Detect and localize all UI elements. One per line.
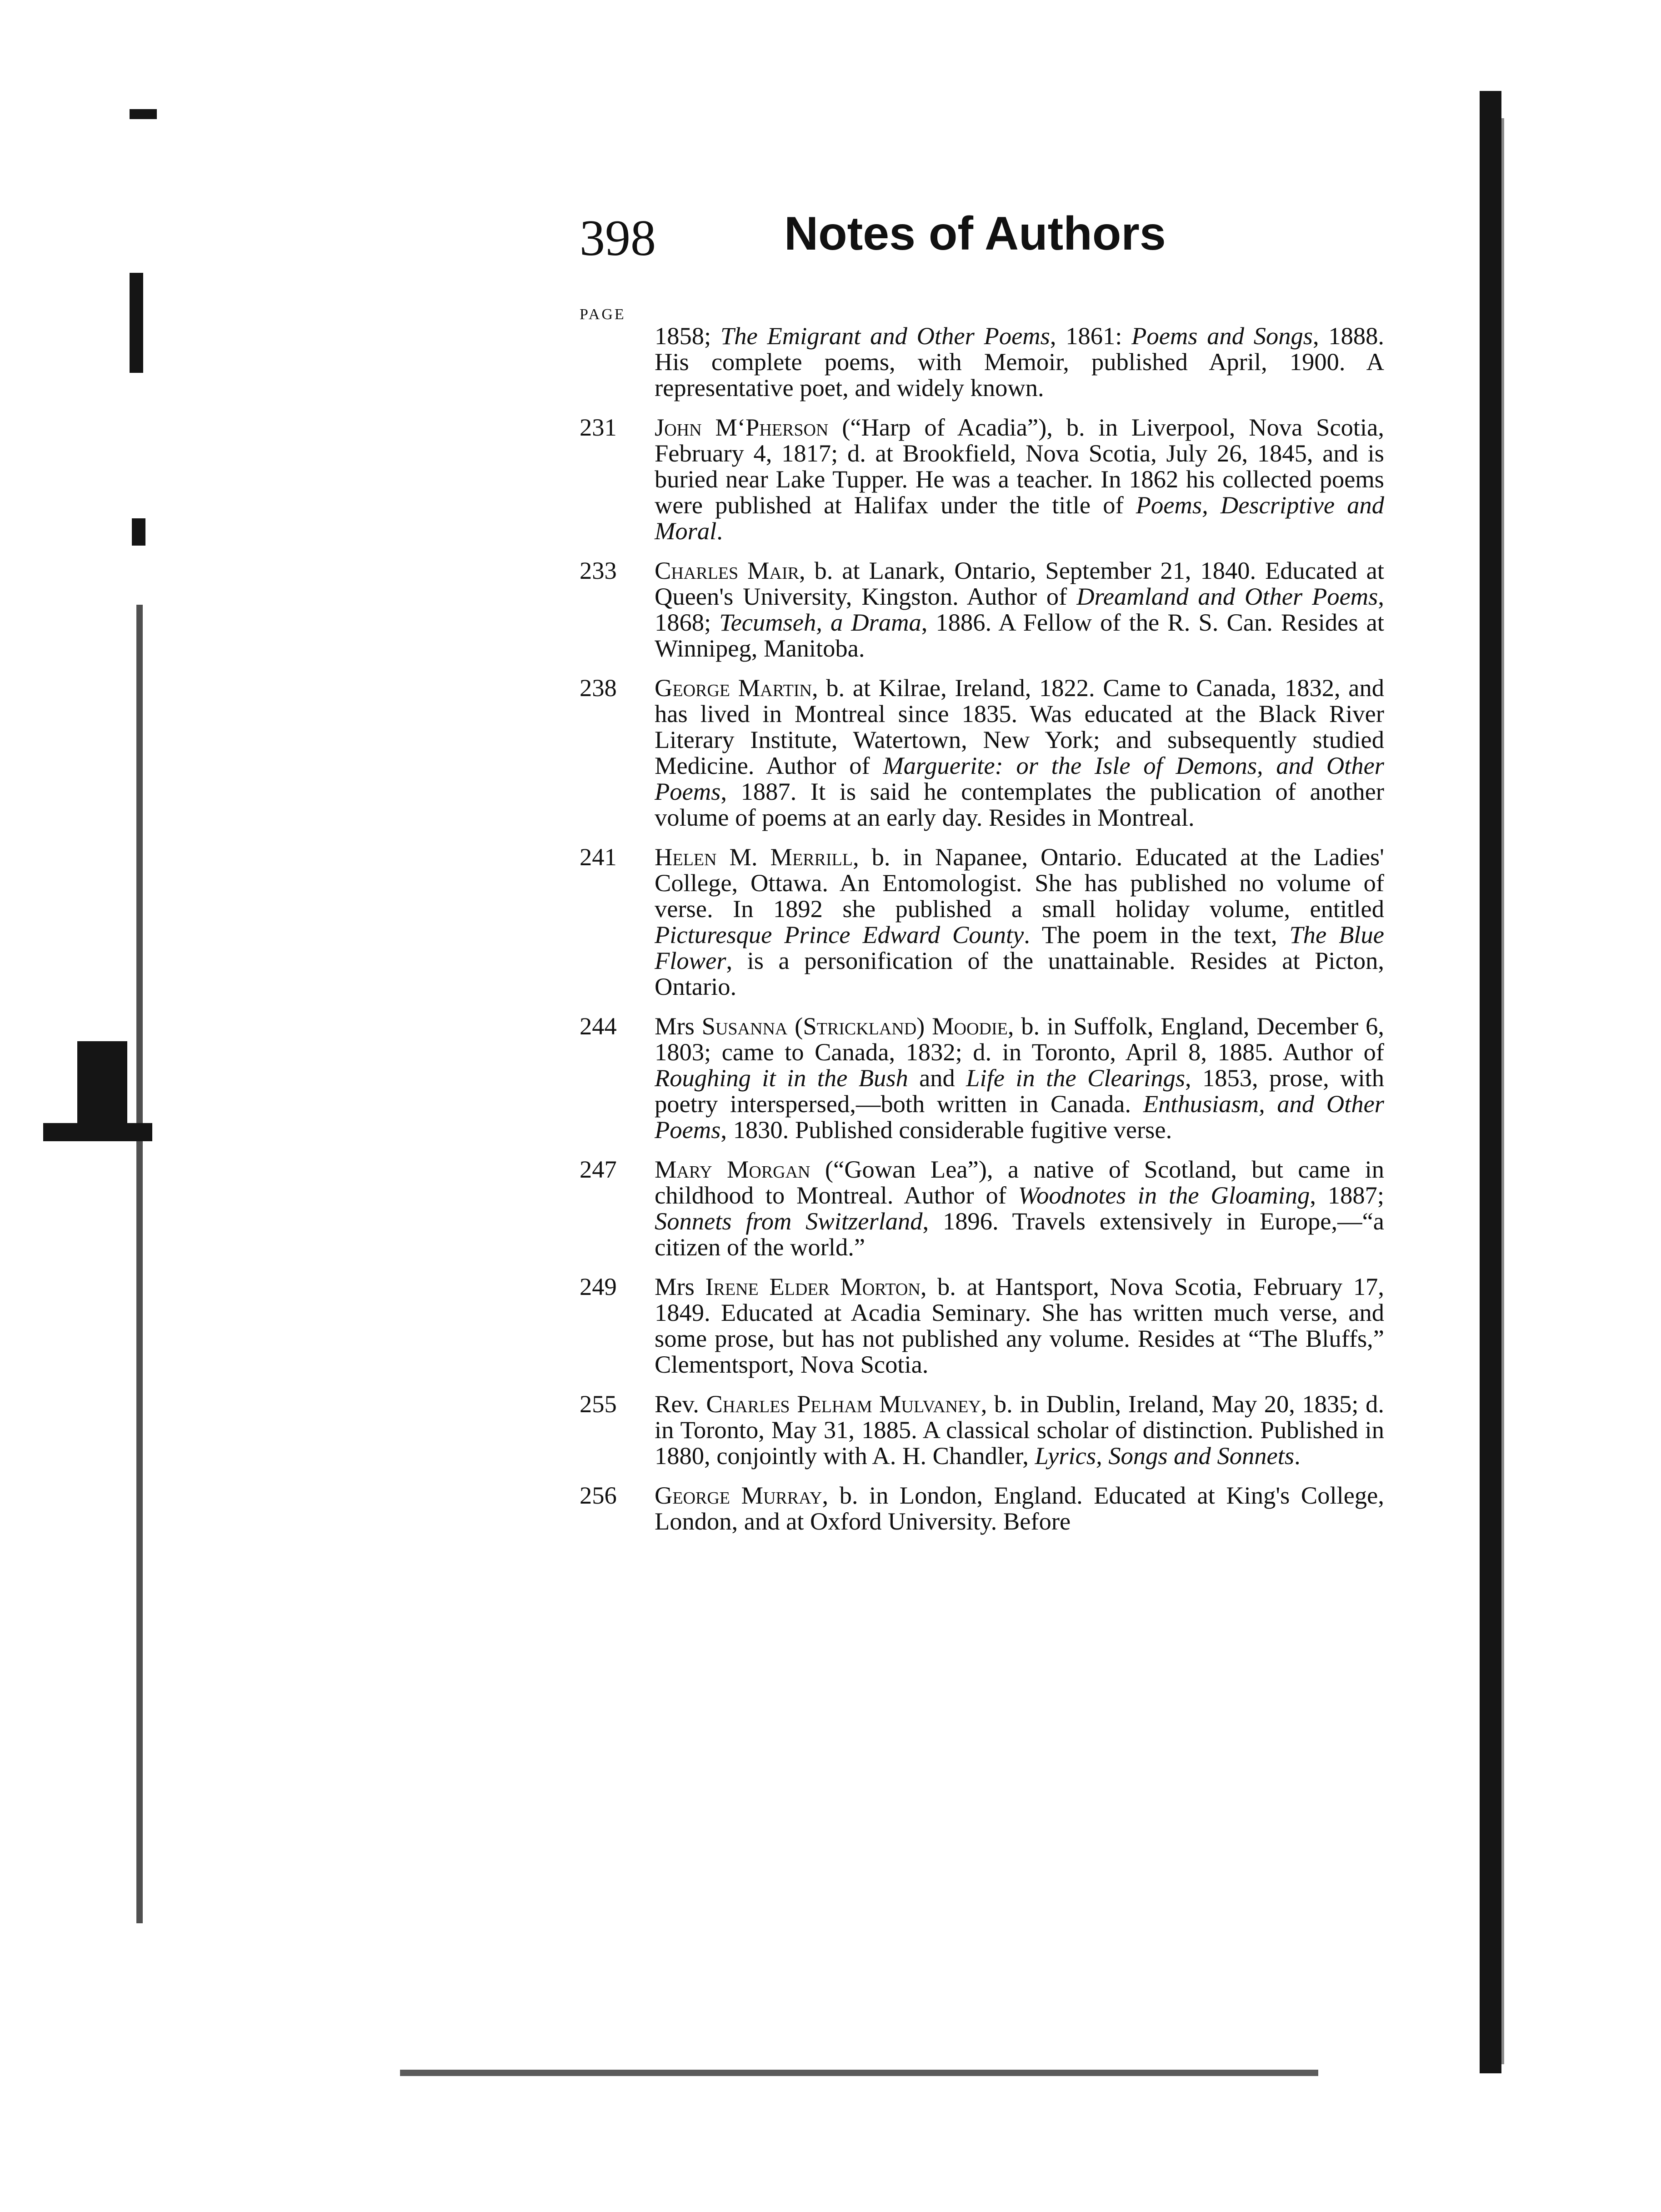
author-entry-murray: 256 George Murray, b. in London, England. Educated at King's College, London, and at Oxford University. Before xyxy=(580,1481,1384,1535)
book-title: Poems and Songs xyxy=(1131,322,1313,350)
author-name: Mary Morgan xyxy=(655,1155,810,1183)
scan-margin-line xyxy=(136,605,143,1923)
book-title: Life in the Clearings xyxy=(966,1064,1186,1092)
entry-page-number: 231 xyxy=(580,413,617,441)
author-name: Charles Mair xyxy=(655,557,799,584)
scan-margin-block-2 xyxy=(43,1123,152,1141)
book-title: Dreamland and Other Poems xyxy=(1076,582,1378,610)
name-prefix: Rev. xyxy=(655,1390,706,1418)
author-name: George Martin xyxy=(655,674,812,702)
author-name: Helen M. Merrill xyxy=(655,843,853,871)
entry-page-number: 241 xyxy=(580,843,617,871)
author-entry-mair: 233 Charles Mair, b. at Lanark, Ontario, September 21, 1840. Educated at Queen's University, Kingston. Author of Dreamland and Other Poems, 1868; Tecumseh, a Drama, 1886. A Fellow of the R. S. Can. Resides at Winnipeg, Manitoba. xyxy=(580,557,1385,662)
entry-page-number: 244 xyxy=(580,1012,617,1040)
scan-margin-mark-3 xyxy=(132,518,145,546)
book-title: Sonnets from Switzerland xyxy=(655,1207,923,1235)
book-title: Woodnotes in the Gloaming xyxy=(1018,1181,1310,1209)
book-title: Picturesque Prince Edward County xyxy=(655,921,1024,948)
scan-margin-mark-2 xyxy=(130,273,143,373)
scan-bottom-strip xyxy=(400,2070,1318,2076)
entry-page-number: 238 xyxy=(580,674,617,702)
author-entry-continuation: 1858; The Emigrant and Other Poems, 1861: Poems and Songs, 1888. His complete poems, with Memoir, published April, 1900. A representative poet, and widely known. xyxy=(655,322,1384,401)
author-entry-moodie: 244 Mrs Susanna (Strickland) Moodie, b. in Suffolk, England, December 6, 1803; came to Canada, 1832; d. in Toronto, April 8, 1885. Author of Roughing it in the Bush and Life in the Clearings, 1853, prose, with poetry interspersed,—both written in Canada. Enthusiasm, and Other Poems, 1830. Published considerable fugitive verse. xyxy=(580,1012,1384,1144)
page-column-label: PAGE xyxy=(580,306,626,323)
author-name: Irene Elder Morton xyxy=(705,1273,921,1300)
entry-page-number: 233 xyxy=(580,557,617,584)
author-entry-mpherson: 231 John M‘Pherson (“Harp of Acadia”), b. in Liverpool, Nova Scotia, February 4, 1817; d. at Brookfield, Nova Scotia, July 26, 1845, and is buried near Lake Tupper. He was a teacher. In 1862 his collected poems were published at Halifax under the title of Poems, Descriptive and Moral. xyxy=(580,413,1384,545)
name-prefix: Mrs xyxy=(655,1012,702,1040)
page-number: 398 xyxy=(580,210,656,266)
name-prefix: Mrs xyxy=(655,1273,705,1300)
author-name: Charles Pelham Mulvaney xyxy=(706,1390,981,1418)
author-entry-morton: 249 Mrs Irene Elder Morton, b. at Hantsport, Nova Scotia, February 17, 1849. Educated at Acadia Seminary. She has written much verse, and some prose, but has not published any volume. Resides at “The Bluffs,” Clementsport, Nova Scotia. xyxy=(580,1273,1385,1378)
book-title: Enthusiasm, and Other Poems xyxy=(655,1090,1384,1144)
book-title: Marguerite: or the Isle of Demons, and Other Poems xyxy=(655,752,1384,805)
entry-page-number: 249 xyxy=(580,1273,617,1300)
scan-edge-right-bar xyxy=(1480,91,1501,2073)
running-title: Notes of Authors xyxy=(784,207,1166,260)
author-entry-mulvaney: 255 Rev. Charles Pelham Mulvaney, b. in Dublin, Ireland, May 20, 1835; d. in Toronto, May 31, 1885. A classical scholar of distinction. Published in 1880, conjointly with A. H. Chandler, Lyrics, Songs and Sonnets. xyxy=(580,1390,1384,1470)
entry-page-number: 255 xyxy=(580,1390,617,1418)
book-title: Lyrics, Songs and Sonnets xyxy=(1035,1442,1295,1470)
author-entry-merrill: 241 Helen M. Merrill, b. in Napanee, Ontario. Educated at the Ladies' College, Ottawa. An Entomologist. She has published no volume of verse. In 1892 she published a small holiday volume, entitled Picturesque Prince Edward County. The poem in the text, The Blue Flower, is a personification of the unattainable. Resides at Picton, Ontario. xyxy=(580,843,1384,1000)
author-name: Susanna (Strickland) Moodie xyxy=(701,1012,1008,1040)
book-title: Tecumseh, a Drama xyxy=(719,608,921,636)
book-title: Roughing it in the Bush xyxy=(655,1064,908,1092)
author-notes-list xyxy=(580,323,1384,1548)
author-name: John M‘Pherson xyxy=(655,413,829,441)
scan-margin-mark-1 xyxy=(130,109,157,119)
book-title: The Emigrant and Other Poems xyxy=(720,322,1050,350)
poem-title: The Blue Flower xyxy=(655,921,1384,974)
author-entry-martin: 238 George Martin, b. at Kilrae, Ireland, 1822. Came to Canada, 1832, and has lived in Montreal since 1835. Was educated at the Black River Literary Institute, Watertown, New York; and subsequently studied Medicine. Author of Marguerite: or the Isle of Demons, and Other Poems, 1887. It is said he contemplates the publication of another volume of poems at an early day. Resides in Montreal. xyxy=(580,674,1384,831)
scan-edge-right-shadow xyxy=(1501,118,1504,2064)
entry-page-number: 256 xyxy=(580,1481,617,1509)
entry-page-number: 247 xyxy=(580,1155,617,1183)
book-title: Poems, Descriptive and Moral xyxy=(655,491,1384,545)
author-name: George Murray xyxy=(655,1481,822,1509)
author-entry-morgan: 247 Mary Morgan (“Gowan Lea”), a native of Scotland, but came in childhood to Montreal. Author of Woodnotes in the Gloaming, 1887; Sonnets from Switzerland, 1896. Travels extensively in Europe,—“a citizen of the world.” xyxy=(580,1155,1384,1261)
scan-margin-block xyxy=(77,1041,127,1132)
